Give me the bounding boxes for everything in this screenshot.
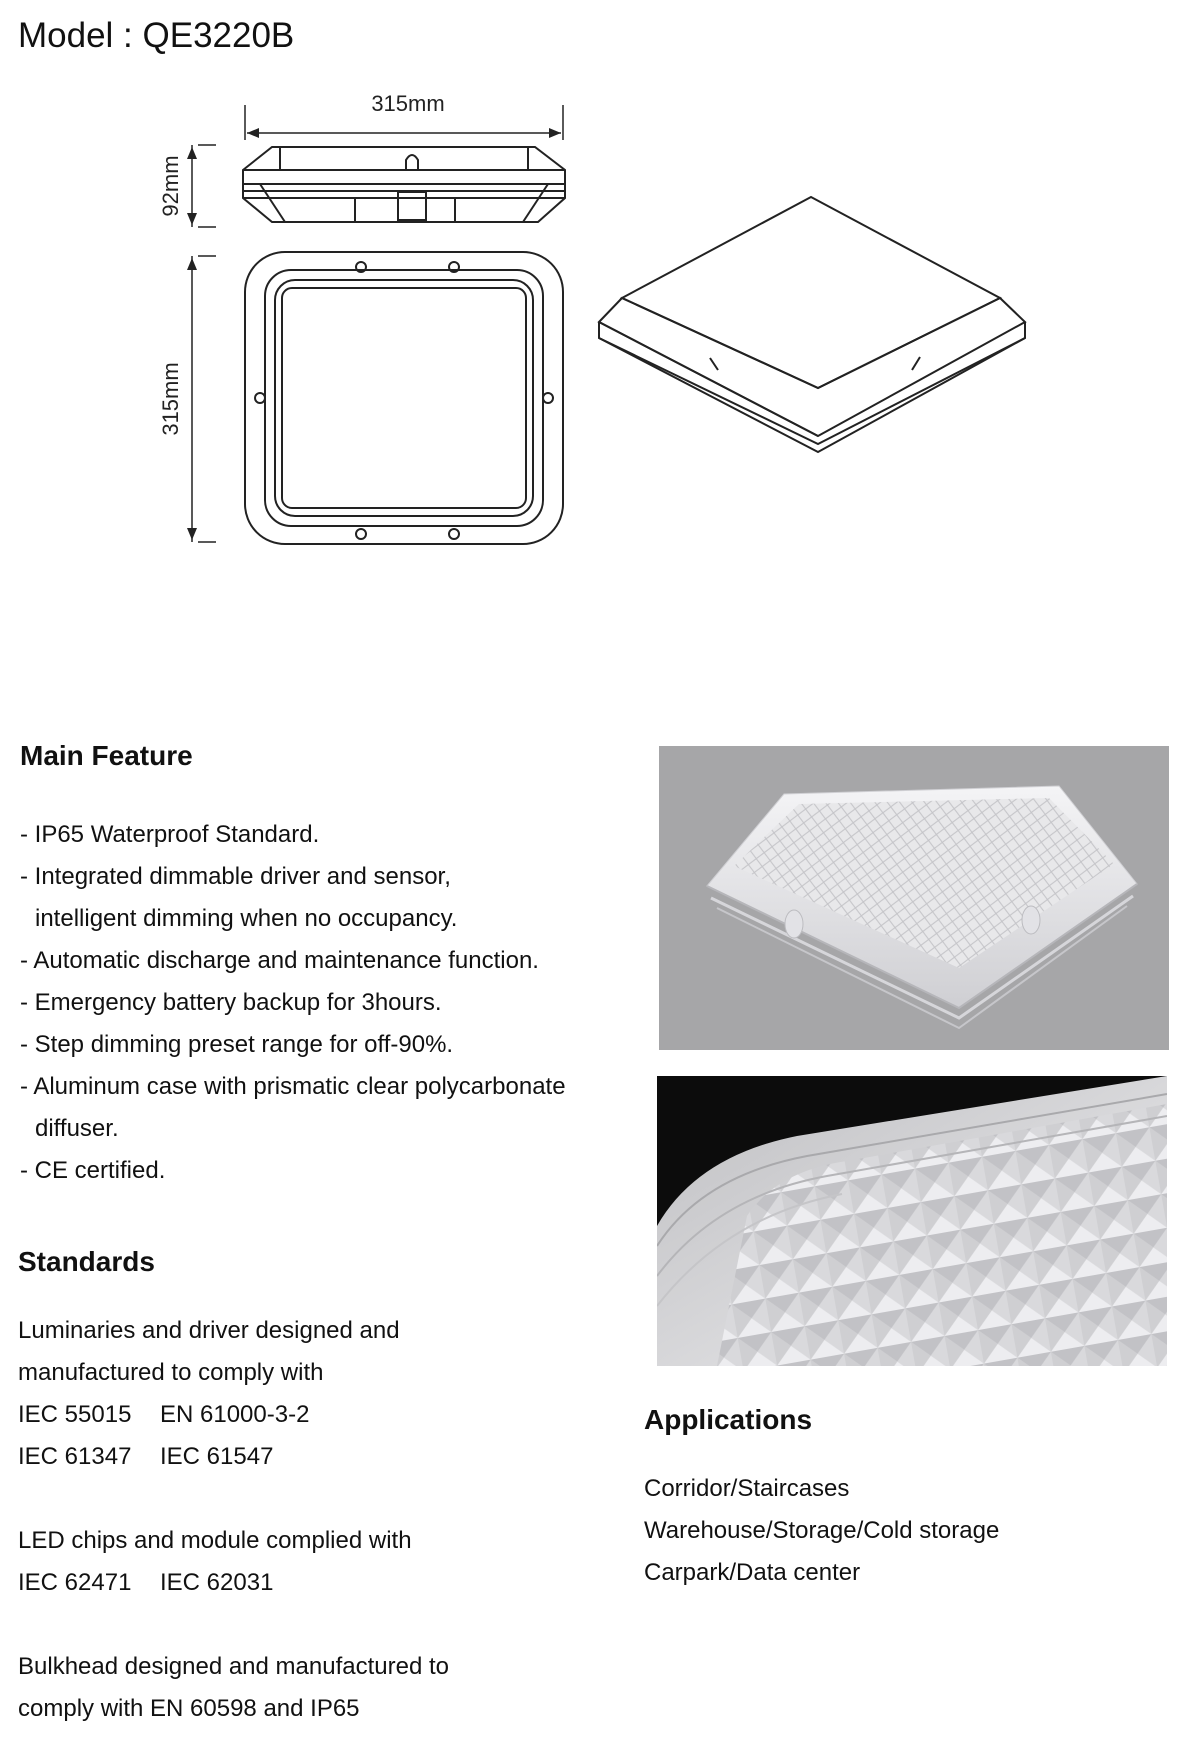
feature-line: - Emergency battery backup for 3hours.	[20, 989, 442, 1016]
led-standards-intro: LED chips and module complied with	[18, 1527, 412, 1554]
application-item: Warehouse/Storage/Cold storage	[644, 1517, 1000, 1544]
standard-code: EN 61000-3-2	[160, 1401, 310, 1428]
applications-heading: Applications	[644, 1404, 813, 1435]
standards-intro: manufactured to comply with	[18, 1359, 324, 1386]
height-label: 92mm	[158, 155, 183, 217]
standards-row	[18, 1400, 449, 1442]
top-view	[245, 252, 563, 544]
feature-line: - Integrated dimmable driver and sensor,	[20, 863, 451, 890]
application-item: Corridor/Staircases	[644, 1475, 850, 1502]
product-photo-closeup	[657, 1076, 1167, 1366]
feature-line: - IP65 Waterproof Standard.	[20, 821, 320, 848]
feature-line: - Aluminum case with prismatic clear polycarbonate	[20, 1073, 566, 1100]
product-photo-top	[659, 746, 1169, 1050]
feature-line: - Step dimming preset range for off-90%.	[20, 1031, 454, 1058]
model-title: Model : QE3220B	[18, 16, 295, 55]
bulkhead-standards: Bulkhead designed and manufactured to	[18, 1653, 449, 1680]
side-view	[243, 147, 565, 222]
standards-intro: Luminaries and driver designed and	[18, 1317, 400, 1344]
standards-row	[18, 1442, 449, 1484]
standard-code: IEC 61347	[18, 1443, 132, 1470]
feature-line: - Automatic discharge and maintenance function.	[20, 947, 539, 974]
standard-code: IEC 62031	[160, 1569, 274, 1596]
applications-list	[644, 1474, 999, 1600]
bulkhead-standards: comply with EN 60598 and IP65	[18, 1695, 360, 1722]
application-item: Carpark/Data center	[644, 1559, 861, 1586]
standards-row	[18, 1568, 449, 1610]
isometric-view	[599, 197, 1025, 452]
standards-block	[18, 1316, 449, 1736]
standard-code: IEC 61547	[160, 1443, 274, 1470]
main-feature-heading: Main Feature	[20, 740, 193, 771]
depth-label: 315mm	[158, 362, 183, 436]
feature-line: intelligent dimming when no occupancy.	[35, 905, 458, 932]
standard-code: IEC 55015	[18, 1401, 132, 1428]
main-feature-list	[20, 820, 566, 1198]
technical-drawing	[150, 90, 1050, 620]
standard-code: IEC 62471	[18, 1569, 132, 1596]
width-label: 315mm	[371, 91, 445, 116]
feature-line: - CE certified.	[20, 1157, 166, 1184]
standards-heading: Standards	[18, 1246, 155, 1277]
feature-line: diffuser.	[35, 1115, 119, 1142]
